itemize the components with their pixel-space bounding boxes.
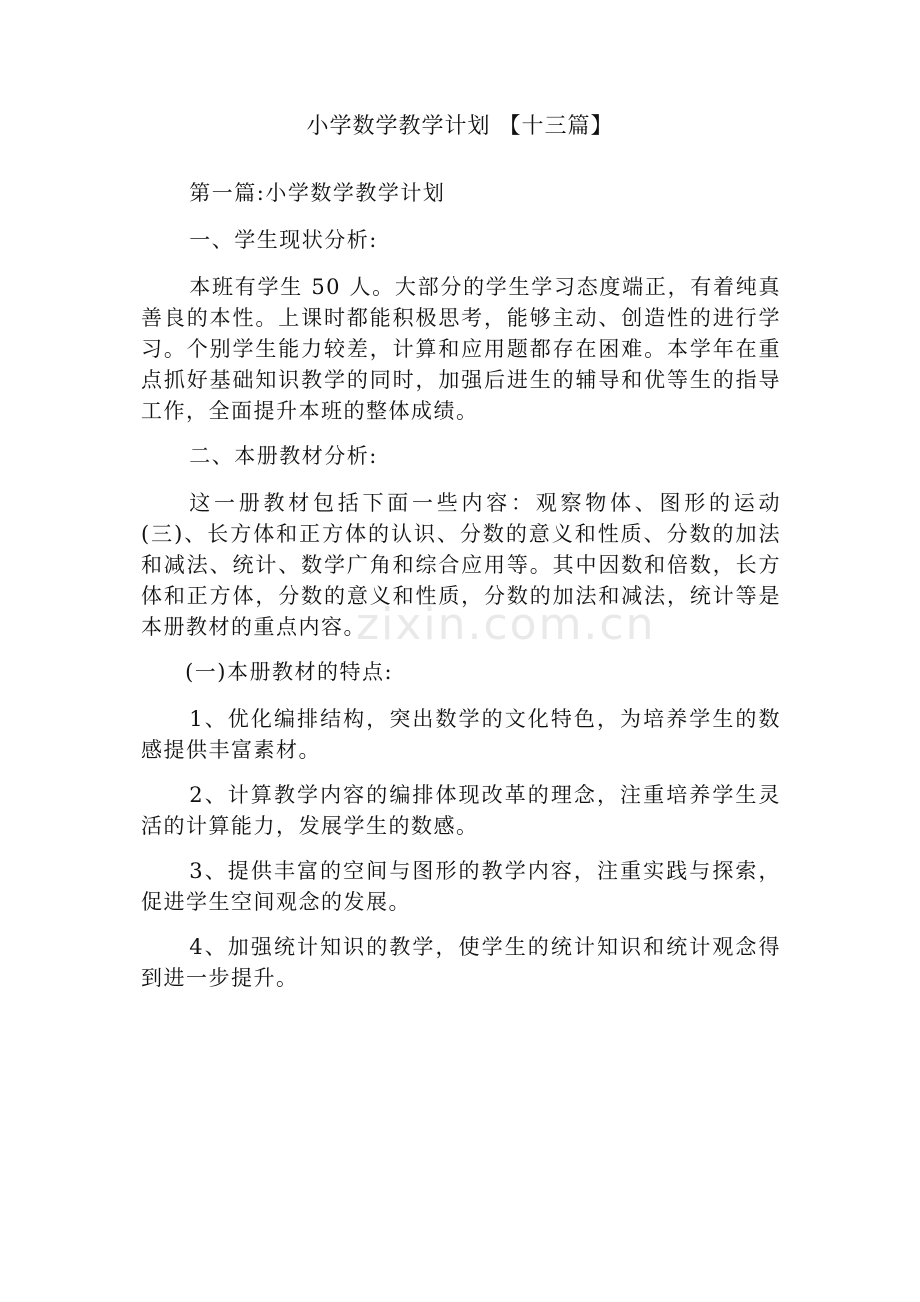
- watermark: zixin.com.cn: [356, 599, 656, 650]
- list-item-feature-2: 2、计算教学内容的编排体现改革的理念，注重培养学生灵活的计算能力，发展学生的数感。: [141, 783, 781, 838]
- chapter-heading: 第一篇:小学数学教学计划: [189, 181, 446, 205]
- document-title: 小学数学教学计划 【十三篇】: [306, 114, 614, 139]
- document-body: [141, 178, 781, 1008]
- subsection-heading-features: (一)本册教材的特点:: [185, 660, 394, 684]
- list-item-feature-4: 4、加强统计知识的教学，使学生的统计知识和统计观念得到进一步提升。: [141, 935, 781, 990]
- paragraph-textbook-content: 这一册教材包括下面一些内容：观察物体、图形的运动(三)、长方体和正方体的认识、分数的意义和性质、分数的加法和减法、统计、数学广角和综合应用等。其中因数和倍数，长方体和正方体，分数的意义和性质，分数的加法和减法，统计等是本册教材的重点内容。: [141, 491, 781, 639]
- list-item-feature-3: 3、提供丰富的空间与图形的教学内容，注重实践与探索，促进学生空间观念的发展。: [141, 859, 781, 914]
- section-heading-textbook-analysis: 二、本册教材分析:: [189, 444, 378, 468]
- section-heading-student-analysis: 一、学生现状分析:: [189, 228, 378, 252]
- list-item-feature-1: 1、优化编排结构，突出数学的文化特色，为培养学生的数感提供丰富素材。: [141, 707, 781, 762]
- paragraph-student-analysis: 本班有学生 50 人。大部分的学生学习态度端正，有着纯真善良的本性。上课时都能积极思考，能够主动、创造性的进行学习。个别学生能力较差，计算和应用题都存在困难。本学年在重点抓好基础知识教学的同时，加强后进生的辅导和优等生的指导工作，全面提升本班的整体成绩。: [141, 275, 781, 423]
